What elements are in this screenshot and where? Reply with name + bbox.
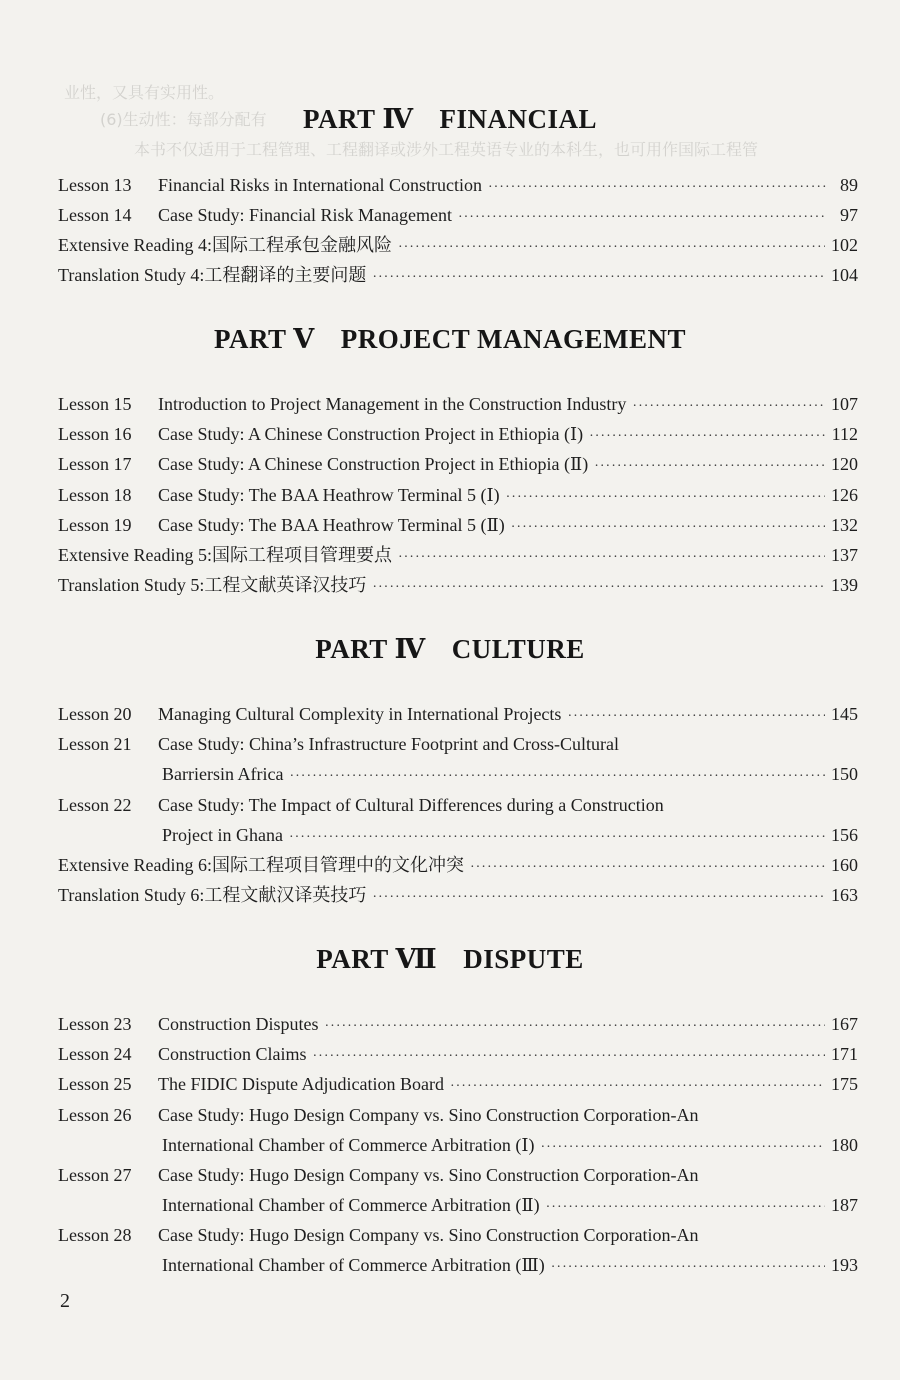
leader-dots: [398, 545, 825, 571]
entry-title: The FIDIC Dispute Adjudication Board: [158, 1074, 444, 1094]
leader-dots: [546, 1195, 825, 1221]
entry-title: Introduction to Project Management in the Construction Industry: [158, 394, 627, 414]
toc-entry[interactable]: [58, 1011, 858, 1037]
entry-title: Case Study: The BAA Heathrow Terminal 5 (Ⅱ): [158, 515, 505, 535]
leader-dots: [398, 235, 825, 261]
page-number: 150: [831, 764, 858, 784]
lesson-number: Lesson 27: [58, 1165, 132, 1185]
leader-dots: [506, 485, 825, 511]
part-heading: [0, 104, 900, 135]
entry-title: Extensive Reading 4:国际工程承包金融风险: [58, 235, 392, 255]
toc-entry[interactable]: [58, 792, 858, 818]
bleed-through-text: (6)生动性：每部分配有: [100, 110, 267, 129]
toc-entry-continuation[interactable]: [58, 1132, 858, 1158]
page-number: 139: [831, 575, 858, 595]
page-number: 102: [831, 235, 858, 255]
toc-entry[interactable]: [58, 882, 858, 908]
part-heading: [0, 324, 900, 355]
page-number: 132: [831, 515, 858, 535]
page-number: 175: [831, 1074, 858, 1094]
leader-dots: [488, 175, 826, 201]
leader-dots: [470, 855, 825, 881]
lesson-number: Lesson 14: [58, 205, 132, 225]
page-number: 104: [831, 265, 858, 285]
lesson-number: Lesson 26: [58, 1105, 132, 1125]
leader-dots: [372, 885, 825, 911]
part-name: PROJECT MANAGEMENT: [340, 324, 687, 354]
page-number: 120: [831, 454, 858, 474]
toc-entry[interactable]: [58, 512, 858, 538]
lesson-number: Lesson 23: [58, 1014, 132, 1034]
leader-dots: [511, 515, 825, 541]
toc-entry-continuation[interactable]: [58, 1192, 858, 1218]
toc-entry-continuation[interactable]: [58, 822, 858, 848]
entry-title: Case Study: China’s Infrastructure Footprint and Cross-Cultural: [158, 734, 619, 754]
entry-title: International Chamber of Commerce Arbitration (Ⅰ): [162, 1135, 535, 1155]
leader-dots: [450, 1074, 825, 1100]
leader-dots: [551, 1255, 825, 1281]
toc-entry[interactable]: [58, 852, 858, 878]
toc-entry[interactable]: [58, 1102, 858, 1128]
leader-dots: [541, 1135, 826, 1161]
leader-dots: [632, 394, 825, 420]
leader-dots: [325, 1014, 826, 1040]
leader-dots: [372, 265, 825, 291]
entry-title: International Chamber of Commerce Arbitration (Ⅱ): [162, 1195, 540, 1215]
entry-title: International Chamber of Commerce Arbitration (Ⅲ): [162, 1255, 545, 1275]
part-heading: [0, 634, 900, 665]
page-number: 156: [831, 825, 858, 845]
entry-title: Financial Risks in International Construction: [158, 175, 482, 195]
page-number: 171: [831, 1044, 858, 1064]
lesson-number: Lesson 13: [58, 175, 132, 195]
lesson-number: Lesson 25: [58, 1074, 132, 1094]
lesson-number: Lesson 15: [58, 394, 132, 414]
toc-entry[interactable]: [58, 1041, 858, 1067]
entry-title: Translation Study 6:工程文献汉译英技巧: [58, 885, 367, 905]
toc-entry[interactable]: [58, 701, 858, 727]
entry-title: Case Study: A Chinese Construction Project in Ethiopia (Ⅰ): [158, 424, 584, 444]
toc-entry[interactable]: [58, 1222, 858, 1248]
page-number: 107: [831, 394, 858, 414]
entry-title: Case Study: The Impact of Cultural Differences during a Construction: [158, 795, 664, 815]
entry-title: Managing Cultural Complexity in International Projects: [158, 704, 562, 724]
lesson-number: Lesson 20: [58, 704, 132, 724]
entry-title: Case Study: Hugo Design Company vs. Sino Construction Corporation-An: [158, 1165, 699, 1185]
leader-dots: [594, 454, 825, 480]
toc-entry[interactable]: [58, 572, 858, 598]
part-numeral: PART Ⅶ: [316, 944, 438, 974]
page-number: 180: [831, 1135, 858, 1155]
lesson-number: Lesson 24: [58, 1044, 132, 1064]
leader-dots: [372, 575, 825, 601]
leader-dots: [289, 825, 825, 851]
entry-title: Extensive Reading 5:国际工程项目管理要点: [58, 545, 392, 565]
toc-entry[interactable]: [58, 1162, 858, 1188]
entry-title: Extensive Reading 6:国际工程项目管理中的文化冲突: [58, 855, 464, 875]
page-number: 137: [831, 545, 858, 565]
part-numeral: PART Ⅳ: [315, 634, 426, 664]
leader-dots: [589, 424, 826, 450]
page-folio: 2: [60, 1290, 70, 1312]
entry-title: Translation Study 5:工程文献英译汉技巧: [58, 575, 367, 595]
part-numeral: PART Ⅴ: [213, 324, 315, 354]
entry-title: Case Study: Hugo Design Company vs. Sino Construction Corporation-An: [158, 1105, 699, 1125]
toc-entry[interactable]: [58, 391, 858, 417]
entry-title: Case Study: Hugo Design Company vs. Sino Construction Corporation-An: [158, 1225, 699, 1245]
entry-title: Translation Study 4:工程翻译的主要问题: [58, 265, 367, 285]
entry-title: Construction Disputes: [158, 1014, 319, 1034]
entry-title: Project in Ghana: [162, 825, 283, 845]
toc-entry[interactable]: [58, 262, 858, 288]
toc-entry[interactable]: [58, 232, 858, 258]
page-number: 167: [831, 1014, 858, 1034]
toc-entry[interactable]: [58, 731, 858, 757]
toc-entry[interactable]: [58, 482, 858, 508]
leader-dots: [567, 704, 825, 730]
entry-title: Case Study: Financial Risk Management: [158, 205, 452, 225]
toc-entry-continuation[interactable]: [58, 1252, 858, 1278]
entry-title: Case Study: The BAA Heathrow Terminal 5 (Ⅰ): [158, 485, 500, 505]
entry-title: Case Study: A Chinese Construction Project in Ethiopia (Ⅱ): [158, 454, 589, 474]
bleed-through-text: 业性，又具有实用性。: [64, 83, 225, 102]
page-number: 89: [840, 175, 858, 195]
toc-entry[interactable]: [58, 542, 858, 568]
page-number: 97: [840, 205, 858, 225]
toc-entry[interactable]: [58, 172, 858, 198]
lesson-number: Lesson 28: [58, 1225, 132, 1245]
page-number: 163: [831, 885, 858, 905]
toc-entry[interactable]: [58, 202, 858, 228]
page-number: 187: [831, 1195, 858, 1215]
leader-dots: [289, 764, 825, 790]
entry-title: Construction Claims: [158, 1044, 307, 1064]
lesson-number: Lesson 19: [58, 515, 132, 535]
lesson-number: Lesson 16: [58, 424, 132, 444]
page-number: 160: [831, 855, 858, 875]
leader-dots: [458, 205, 826, 231]
lesson-number: Lesson 18: [58, 485, 132, 505]
page-number: 126: [831, 485, 858, 505]
entry-title: Barriersin Africa: [162, 764, 284, 784]
toc-entry[interactable]: [58, 421, 858, 447]
lesson-number: Lesson 21: [58, 734, 132, 754]
part-name: DISPUTE: [463, 944, 584, 974]
part-name: CULTURE: [451, 634, 585, 664]
bleed-through-text: 本书不仅适用于工程管理、工程翻译或涉外工程英语专业的本科生，也可用作国际工程管: [134, 140, 759, 159]
toc-entry[interactable]: [58, 451, 858, 477]
part-name: FINANCIAL: [439, 104, 597, 134]
toc-entry-continuation[interactable]: [58, 761, 858, 787]
part-heading: [0, 944, 900, 975]
page-number: 193: [831, 1255, 858, 1275]
page-number: 112: [831, 424, 858, 444]
toc-entry[interactable]: [58, 1071, 858, 1097]
part-numeral: PART Ⅳ: [303, 104, 414, 134]
page-number: 145: [831, 704, 858, 724]
lesson-number: Lesson 22: [58, 795, 132, 815]
leader-dots: [313, 1044, 826, 1070]
lesson-number: Lesson 17: [58, 454, 132, 474]
